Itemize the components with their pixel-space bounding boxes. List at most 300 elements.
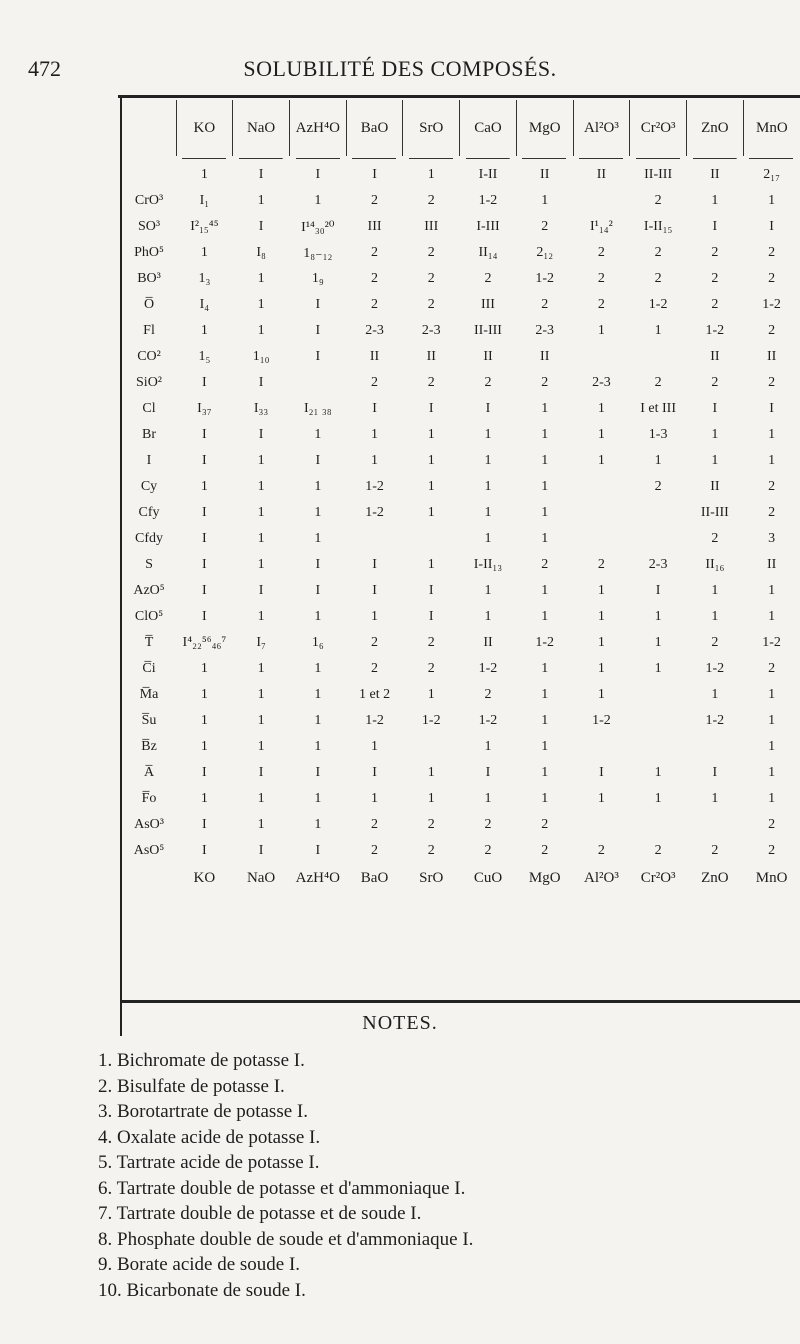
table-cell: 1 (484, 609, 492, 624)
table-cell: I (428, 609, 434, 624)
table-cell: 1 (541, 791, 549, 806)
column-footer: CuO (473, 869, 503, 886)
table-cell (630, 734, 687, 760)
column-header: MnO (743, 100, 800, 156)
table-cell: 2 (711, 375, 719, 390)
table-cell: 2 (371, 817, 379, 832)
table-row (122, 474, 800, 500)
table-cell: I (202, 843, 207, 858)
table-cell: I₃₃ (253, 401, 269, 416)
row-label: C̅i (142, 661, 156, 676)
table-cell: 2 (711, 271, 719, 286)
table-cell: 1 (427, 687, 435, 702)
table-cell: 1 (711, 609, 719, 624)
table-cell: 1 (541, 479, 549, 494)
column-footer: Al²O³ (584, 869, 619, 886)
table-cell: 1 (371, 427, 379, 442)
table-cell: II (710, 167, 720, 182)
table-cell (573, 344, 630, 370)
table-cell: 2 (768, 375, 776, 390)
table-cell: 1 (597, 323, 605, 338)
table-cell: 3 (768, 531, 776, 546)
table-cell: 2 (768, 323, 776, 338)
table-cell: 1 (200, 167, 208, 182)
table-cell (573, 474, 630, 500)
table-cell: I-II₁₃ (473, 557, 503, 572)
table-cell: 1 (427, 427, 435, 442)
table-cell: I (202, 765, 207, 780)
table-body (122, 162, 800, 864)
table-cell: 1 (314, 739, 322, 754)
table-row (122, 396, 800, 422)
table-cell: 2 (711, 843, 719, 858)
table-cell: 1 (427, 765, 435, 780)
row-label: A̅ (143, 765, 155, 780)
table-cell: 1 (257, 713, 265, 728)
table-top-rule (118, 95, 800, 98)
table-row (122, 786, 800, 812)
table-cell: 1 (314, 479, 322, 494)
solubility-table (122, 100, 800, 892)
table-row (122, 734, 800, 760)
table-cell: I (315, 349, 321, 364)
table-cell: 1-2 (762, 635, 781, 650)
column-footer-row (122, 864, 800, 892)
table-row (122, 760, 800, 786)
table-cell: 1 (314, 531, 322, 546)
table-cell: 1 (484, 583, 492, 598)
table-cell: 1₉ (311, 271, 324, 286)
table-cell: 1 (484, 791, 492, 806)
table-cell: 2 (768, 479, 776, 494)
table-cell: II (710, 349, 720, 364)
column-header-row (122, 100, 800, 156)
row-label: PhO⁵ (134, 245, 164, 260)
note-item: 5. Tartrate acide de potasse I. (98, 1152, 320, 1173)
table-cell: II (710, 479, 720, 494)
table-cell: 1-2 (705, 323, 725, 338)
table-cell: 1 (200, 791, 208, 806)
table-cell: 1 (711, 791, 719, 806)
table-cell: 2 (541, 557, 549, 572)
table-cell: 1 (257, 661, 265, 676)
table-cell: 1 (597, 583, 605, 598)
table-cell: 1 (200, 323, 208, 338)
table-cell: 2 (768, 245, 776, 260)
table-cell: I (202, 427, 207, 442)
table-cell: 2 (427, 375, 435, 390)
table-cell: 1 (768, 609, 776, 624)
table-cell (403, 526, 460, 552)
table-cell: 1 (427, 167, 435, 182)
table-cell: 2 (654, 479, 662, 494)
table-cell: I (315, 765, 321, 780)
table-cell: I-III (476, 219, 500, 234)
table-cell: 1-2 (478, 661, 498, 676)
table-cell: 1 (314, 505, 322, 520)
table-cell: 1 (257, 323, 265, 338)
table-cell: I (202, 531, 207, 546)
table-cell: 1-2 (478, 193, 498, 208)
table-cell: 1 (768, 765, 776, 780)
table-cell: 1 (541, 505, 549, 520)
table-cell: I-II (478, 167, 498, 182)
table-cell: 1 (314, 817, 322, 832)
footer-corner-cell (122, 864, 176, 892)
table-cell: 1 (314, 609, 322, 624)
table-row (122, 630, 800, 656)
table-cell: 2 (371, 635, 379, 650)
table-cell: 1 (427, 557, 435, 572)
table-cell: 1₅ (198, 349, 211, 364)
table-cell: I (428, 583, 434, 598)
table-cell: 1 (541, 713, 549, 728)
table-cell: 2 (654, 375, 662, 390)
table-cell: 1 (768, 427, 776, 442)
table-cell (630, 526, 687, 552)
column-header: SrO (403, 100, 460, 156)
table-cell: 2 (484, 843, 492, 858)
table-cell: I (202, 583, 207, 598)
table-cell: 2 (768, 661, 776, 676)
table-cell: I (258, 583, 264, 598)
table-cell (630, 344, 687, 370)
table-cell: 2 (427, 271, 435, 286)
table-cell: 1 (768, 687, 776, 702)
table-row (122, 240, 800, 266)
table-cell: I₃₇ (197, 401, 212, 416)
table-cell: 1 (484, 505, 492, 520)
row-label: AzO⁵ (133, 583, 165, 598)
table-cell: III (424, 219, 439, 234)
table-cell: I₄ (199, 297, 210, 312)
table-cell: 1 (257, 609, 265, 624)
table-cell: I-II₁₅ (643, 219, 673, 234)
table-bottom-rule (120, 1000, 800, 1003)
table-cell: 1 (597, 453, 605, 468)
table-cell: I₈ (256, 245, 266, 260)
row-label: BO³ (137, 271, 161, 286)
table-cell: I (769, 219, 774, 234)
table-row (122, 656, 800, 682)
table-cell: 1-2 (365, 479, 384, 494)
table-cell: 1 (768, 713, 776, 728)
note-item: 6. Tartrate double de potasse et d'ammoniaque I. (98, 1177, 466, 1199)
table-cell (573, 812, 630, 838)
table-cell: 1 (371, 609, 379, 624)
table-cell: 1 (711, 687, 719, 702)
note-item: 4. Oxalate acide de potasse I. (98, 1126, 321, 1148)
column-header: AzH⁴O (289, 100, 346, 156)
table-cell: 2 (541, 843, 549, 858)
table-cell: 2 (541, 297, 549, 312)
table-cell: I (769, 401, 774, 416)
table-cell: II (540, 167, 550, 182)
table-cell: I (202, 817, 207, 832)
column-header: ZnO (687, 100, 744, 156)
column-header: BaO (346, 100, 403, 156)
table-cell: 1 (427, 791, 435, 806)
table-cell: II-III (644, 167, 673, 182)
table-cell: 2 (427, 843, 435, 858)
corner-cell (122, 100, 176, 156)
table-cell: 1 (484, 531, 492, 546)
table-cell: 1 (371, 453, 379, 468)
table-cell: 1 (597, 661, 605, 676)
table-row (122, 708, 800, 734)
table-cell: 1-2 (478, 713, 498, 728)
table-cell: 1 (200, 687, 208, 702)
column-footer: MnO (755, 869, 788, 886)
table-cell: 2 (371, 297, 379, 312)
table-cell: 1 (200, 739, 208, 754)
table-cell: 2 (427, 193, 435, 208)
table-cell: II (483, 635, 493, 650)
table-cell: 1 (541, 609, 549, 624)
table-cell: I (485, 401, 491, 416)
notes-title: NOTES. (362, 1012, 438, 1034)
table-cell: 1 (257, 505, 265, 520)
table-cell: I₂₁ ₃₈ (303, 401, 332, 416)
table-cell: 2 (484, 687, 492, 702)
table-cell: I₁ (199, 193, 210, 208)
table-cell: 2 (597, 245, 605, 260)
table-cell: 1 (257, 817, 265, 832)
column-footer: AzH⁴O (295, 869, 341, 886)
table-cell: 1-2 (535, 271, 555, 286)
row-label: T̅ (144, 635, 154, 650)
table-cell: 1-2 (592, 713, 611, 728)
row-label: Cfy (138, 505, 160, 520)
table-cell: 1 (541, 401, 549, 416)
table-cell: I (599, 765, 604, 780)
row-label: F̅o (141, 791, 157, 806)
column-header: NaO (233, 100, 290, 156)
table-cell: 2 (768, 843, 776, 858)
table-cell (573, 734, 630, 760)
row-label: AsO³ (134, 817, 164, 832)
table-cell: 2 (654, 271, 662, 286)
table-cell: 2 (484, 817, 492, 832)
table-cell: 2 (371, 843, 379, 858)
table-row (122, 318, 800, 344)
table-cell: 2 (711, 531, 719, 546)
table-cell: 2 (654, 193, 662, 208)
table-cell: 1₈₋₁₂ (303, 245, 333, 261)
table-cell: 2-3 (365, 323, 384, 338)
row-label: O̅ (143, 297, 155, 312)
table-cell: II₁₆ (705, 557, 725, 572)
row-label: SiO² (136, 375, 162, 390)
table-cell: 2 (597, 271, 605, 286)
table-row (122, 838, 800, 864)
table-cell: 1 (427, 505, 435, 520)
table-cell: II (483, 349, 493, 364)
table-cell: 1 (541, 427, 549, 442)
table-row (122, 682, 800, 708)
table-cell: 2 (768, 271, 776, 286)
table-cell: II-III (700, 505, 729, 520)
table-cell: I²₁₅⁴⁵ (190, 219, 219, 234)
table-cell: 2 (597, 297, 605, 312)
table-cell: 1 (654, 661, 662, 676)
table-cell: 1 (541, 193, 549, 208)
column-footer: ZnO (701, 869, 729, 886)
table-cell: 2 (541, 817, 549, 832)
table-cell (630, 708, 687, 734)
column-footer: MgO (528, 869, 561, 886)
table-cell (573, 500, 630, 526)
table-row (122, 214, 800, 240)
table-cell: 1₆ (311, 635, 324, 650)
table-cell: 2 (484, 375, 492, 390)
table-cell: 2 (371, 271, 379, 286)
table-cell: 1 (314, 427, 322, 442)
column-footer: BaO (360, 869, 389, 886)
table-cell: 1 (654, 323, 662, 338)
table-cell: 1-2 (365, 505, 384, 520)
row-label: CrO³ (134, 193, 164, 208)
note-item: 10. Bicarbonate de soude I. (98, 1279, 306, 1301)
table-row (122, 552, 800, 578)
table-cell: 1 (257, 791, 265, 806)
table-cell: 2 (541, 219, 549, 234)
table-cell: 1 (711, 453, 719, 468)
table-row (122, 188, 800, 214)
table-cell: II-III (473, 323, 502, 338)
table-cell: 2 (711, 245, 719, 260)
table-cell: 1 (371, 791, 379, 806)
table-cell: 1 (200, 245, 208, 260)
table-cell: 1 (541, 583, 549, 598)
table-cell: 2 (711, 635, 719, 650)
table-cell: 1 (427, 453, 435, 468)
table-cell: 1-2 (705, 713, 725, 728)
table-cell (687, 812, 744, 838)
note-item: 2. Bisulfate de potasse I. (98, 1075, 285, 1097)
note-item: 7. Tartrate double de potasse et de soude I. (98, 1203, 422, 1224)
table-row (122, 292, 800, 318)
table-cell (573, 188, 630, 214)
table-cell: 1 (711, 193, 719, 208)
table-row (122, 344, 800, 370)
table-cell: 2 (541, 375, 549, 390)
table-cell: III (480, 297, 495, 312)
table-cell: 1 (314, 193, 322, 208)
table-cell: 2 (654, 245, 662, 260)
column-footer: Cr²O³ (640, 869, 676, 886)
table-cell: 2₁₂ (536, 245, 554, 260)
table-cell: I (315, 167, 321, 182)
table-cell: I (258, 427, 264, 442)
table-cell: 1₁₀ (252, 349, 270, 364)
table-cell: 1 (314, 661, 322, 676)
table-cell: III (367, 219, 382, 234)
table-cell: I (202, 453, 207, 468)
table-cell: 2 (371, 193, 379, 208)
table-cell: 2-3 (421, 323, 441, 338)
note-item: 8. Phosphate double de soude et d'ammoniaque I. (98, 1228, 474, 1250)
table-cell: 1-2 (648, 297, 668, 312)
table-cell: 1 (597, 427, 605, 442)
table-cell: 1-2 (535, 635, 555, 650)
row-label: S̅u (141, 713, 157, 728)
table-cell: I (372, 583, 377, 598)
table-cell: 1-2 (705, 661, 725, 676)
table-cell: 1 (597, 791, 605, 806)
table-cell: I (202, 557, 207, 572)
table-cell: I (315, 843, 321, 858)
table-cell: 2 (597, 843, 605, 858)
table-cell: 1 (314, 687, 322, 702)
table-cell: 1 (654, 609, 662, 624)
row-label: Cy (140, 479, 158, 494)
table-cell: 1 (484, 427, 492, 442)
table-cell: I (428, 401, 434, 416)
table-cell: 1 (597, 609, 605, 624)
row-label: S (145, 557, 153, 572)
table-cell: 1 (257, 271, 265, 286)
table-cell: 1-2 (762, 297, 781, 312)
table-cell: I (315, 453, 321, 468)
table-cell: 1 (314, 713, 322, 728)
row-label: Br (142, 427, 157, 442)
table-cell: I (372, 167, 377, 182)
table-row (122, 812, 800, 838)
table-cell: I (315, 557, 321, 572)
row-label: SO³ (137, 219, 161, 234)
table-cell: I (655, 583, 661, 598)
table-cell: I (372, 765, 377, 780)
table-cell: I (258, 843, 264, 858)
table-cell: I (372, 401, 377, 416)
table-cell: 1 (768, 453, 776, 468)
table-row (122, 500, 800, 526)
page-number: 472 (28, 56, 61, 81)
table-cell: 2 (427, 817, 435, 832)
table-cell: I¹⁴₃₀²⁰ (301, 219, 335, 235)
table-cell: 1 (257, 687, 265, 702)
table-cell: 2-3 (648, 557, 668, 572)
row-label (122, 162, 176, 188)
table-cell: 1 (711, 427, 719, 442)
table-cell: I (485, 765, 491, 780)
table-cell: 1 (541, 531, 549, 546)
table-cell: 1 (257, 193, 265, 208)
table-cell: 2 (371, 375, 379, 390)
table-cell: 1 (768, 583, 776, 598)
column-header: Al²O³ (573, 100, 630, 156)
table-cell: 2 (371, 661, 379, 676)
table-cell: 1 (597, 687, 605, 702)
table-cell: II₁₄ (478, 245, 498, 260)
table-cell: I (315, 323, 321, 338)
table-cell: I et III (640, 401, 677, 416)
table-cell: I (315, 583, 321, 598)
table-cell: 2-3 (535, 323, 555, 338)
table-cell: 1 (371, 739, 379, 754)
table-row (122, 448, 800, 474)
table-cell: 1 (257, 479, 265, 494)
table-row (122, 604, 800, 630)
table-row (122, 422, 800, 448)
table-cell: 1 (541, 453, 549, 468)
table-cell: 1-2 (421, 713, 441, 728)
table-cell: 1 (200, 479, 208, 494)
table-cell: 1 (654, 765, 662, 780)
table-cell: 1 (257, 531, 265, 546)
column-footer: NaO (246, 869, 276, 886)
